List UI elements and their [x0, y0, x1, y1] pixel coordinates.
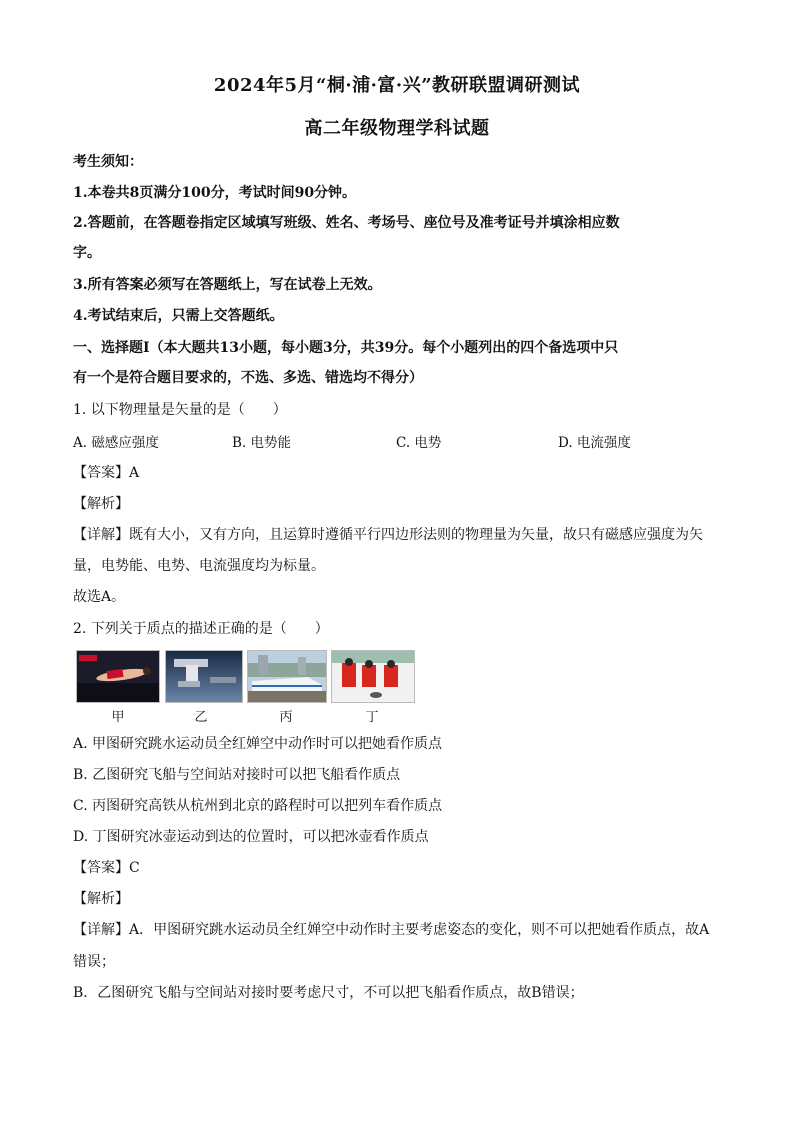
exam-title: 2024年5月“桐·浦·富·兴”教研联盟调研测试	[213, 75, 581, 96]
q1-answer: 【答案】A	[73, 465, 140, 481]
section-heading: 一、选择题Ⅰ（本大题共13小题，每小题3分，共39分。每个小题列出的四个备选项中只	[73, 340, 619, 356]
q2-detail-line-1: 【详解】A．甲图研究跳水运动员全红婵空中动作时主要考虑姿态的变化，则不可以把她看作质点，故A	[73, 922, 710, 938]
q2-stem: 2. 下列关于质点的描述正确的是（ ）	[73, 621, 329, 637]
exam-subtitle: 高二年级物理学科试题	[304, 118, 490, 139]
notice-item-3: 3.所有答案必须写在答题纸上，写在试卷上无效。	[73, 277, 382, 293]
notice-heading: 考生须知：	[73, 154, 143, 170]
q1-conclusion: 故选A。	[73, 589, 126, 605]
figure-train-image	[247, 650, 327, 703]
figure-diver-image	[76, 650, 160, 703]
q2-option-b: B. 乙图研究飞船与空间站对接时可以把飞船看作质点	[73, 767, 401, 783]
q1-detail-line-1: 【详解】既有大小，又有方向，且运算时遵循平行四边形法则的物理量为矢量，故只有磁感应强度为矢	[73, 527, 703, 543]
q1-option-d: D. 电流强度	[558, 435, 631, 451]
q1-analysis: 【解析】	[73, 496, 129, 512]
q1-detail-line-2: 量，电势能、电势、电流强度均为标量。	[73, 558, 325, 574]
q2-detail-line-3: B．乙图研究飞船与空间站对接时要考虑尺寸，不可以把飞船看作质点，故B错误；	[73, 985, 584, 1001]
q1-option-b: B. 电势能	[232, 435, 292, 451]
figure-curling-image	[331, 650, 415, 703]
q2-option-d: D. 丁图研究冰壶运动到达的位置时，可以把冰壶看作质点	[73, 829, 429, 845]
q2-option-c: C. 丙图研究高铁从杭州到北京的路程时可以把列车看作质点	[73, 798, 443, 814]
q1-stem: 1. 以下物理量是矢量的是（ ）	[73, 402, 287, 418]
notice-item-2-cont: 字。	[73, 245, 101, 261]
q1-option-a: A. 磁感应强度	[73, 435, 159, 451]
section-heading-cont: 有一个是符合题目要求的，不选、多选、错选均不得分）	[73, 370, 423, 386]
q2-detail-line-2: 错误；	[73, 954, 115, 970]
figure-label-ding: 丁	[365, 710, 379, 725]
figure-label-bing: 丙	[279, 710, 293, 725]
figure-spacecraft-image	[165, 650, 243, 703]
q2-answer: 【答案】C	[73, 860, 140, 876]
notice-item-4: 4.考试结束后，只需上交答题纸。	[73, 308, 284, 324]
q1-option-c: C. 电势	[396, 435, 442, 451]
q2-analysis: 【解析】	[73, 891, 129, 907]
notice-item-1: 1.本卷共8页满分100分，考试时间90分钟。	[73, 185, 357, 201]
figure-label-jia: 甲	[111, 710, 125, 725]
figure-label-yi: 乙	[194, 710, 208, 725]
q2-option-a: A. 甲图研究跳水运动员全红婵空中动作时可以把她看作质点	[73, 736, 443, 752]
notice-item-2: 2.答题前，在答题卷指定区域填写班级、姓名、考场号、座位号及准考证号并填涂相应数	[73, 215, 620, 231]
